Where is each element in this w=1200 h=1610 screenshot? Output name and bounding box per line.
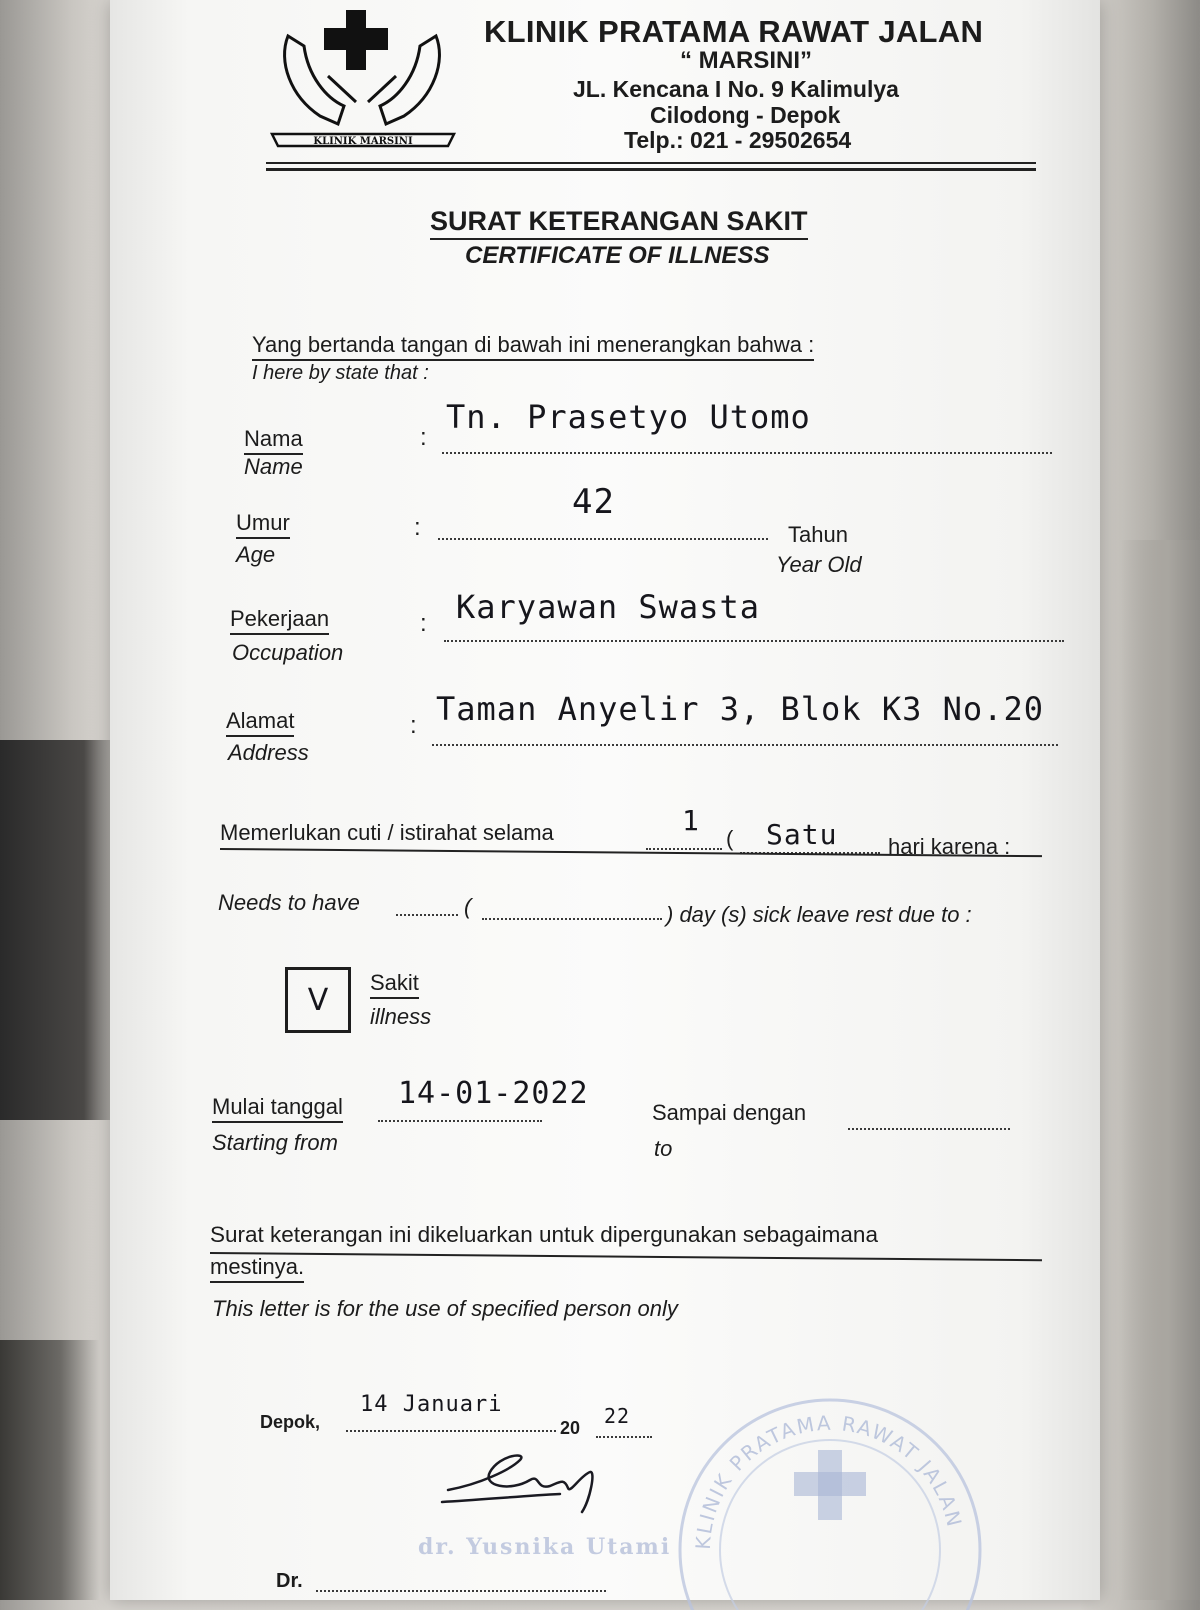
age-colon: :	[414, 514, 421, 541]
address-value: Taman Anyelir 3, Blok K3 No.20	[436, 690, 1044, 728]
clinic-city: Cilodong - Depok	[650, 102, 841, 128]
clinic-logo-icon	[268, 6, 458, 156]
sign-date: 14 Januari	[360, 1392, 503, 1417]
end-date-label-en: to	[654, 1136, 673, 1161]
leave-suffix: hari karena :	[888, 834, 1011, 859]
age-value: 42	[572, 482, 615, 522]
leave-days-dotted	[646, 848, 722, 850]
leave-en-days-dotted	[396, 914, 458, 916]
leave-days-number: 1	[682, 804, 700, 837]
clinic-name: KLINIK PRATAMA RAWAT JALAN	[484, 14, 984, 49]
start-date-label: Mulai tanggal	[212, 1094, 343, 1123]
sign-year-dotted	[596, 1436, 652, 1438]
occupation-label-en: Occupation	[232, 640, 344, 665]
age-unit: Tahun	[788, 522, 848, 547]
illness-label: Sakit	[370, 970, 419, 999]
intro-statement-en: I here by state that :	[252, 362, 429, 384]
start-date-label-en: Starting from	[212, 1130, 338, 1155]
header-divider	[266, 162, 1036, 164]
background-shadow-left-lower	[0, 1340, 100, 1600]
age-label: Umur	[236, 510, 290, 539]
name-dotted-line	[442, 452, 1052, 454]
illness-label-en: illness	[370, 1004, 432, 1029]
header-divider-thick	[266, 168, 1036, 171]
doctor-label: Dr.	[276, 1570, 303, 1592]
signature-icon	[440, 1450, 620, 1520]
clinic-phone: Telp.: 021 - 29502654	[624, 127, 852, 153]
occupation-dotted-line	[444, 640, 1064, 642]
leave-label: Memerlukan cuti / istirahat selama	[220, 820, 554, 845]
clinic-address: JL. Kencana I No. 9 Kalimulya	[573, 76, 899, 102]
illness-checkbox	[285, 967, 351, 1033]
occupation-label: Pekerjaan	[230, 606, 329, 635]
closing-statement-cont: mestinya.	[210, 1254, 304, 1283]
leave-en-word-dotted	[482, 918, 662, 920]
background-shadow-left	[0, 740, 120, 1120]
age-label-en: Age	[236, 542, 276, 567]
leave-en-paren-open: (	[464, 894, 472, 919]
sign-place: Depok,	[260, 1412, 321, 1432]
logo-text: KLINIK MARSINI	[313, 136, 413, 147]
name-value: Tn. Prasetyo Utomo	[446, 398, 811, 436]
sign-date-dotted	[346, 1430, 556, 1432]
occupation-colon: :	[420, 610, 427, 637]
occupation-value: Karyawan Swasta	[456, 588, 760, 626]
intro-statement: Yang bertanda tangan di bawah ini menerangkan bahwa :	[252, 332, 814, 361]
end-date-dotted	[848, 1128, 1010, 1130]
document-title: SURAT KETERANGAN SAKIT	[430, 206, 808, 240]
address-label-en: Address	[228, 740, 309, 765]
doctor-stamp-name: dr. Yusnika Utami	[418, 1534, 672, 1560]
end-date-label: Sampai dengan	[652, 1100, 807, 1125]
document-title-en: CERTIFICATE OF ILLNESS	[465, 242, 770, 269]
clinic-subname: “ MARSINI”	[680, 47, 812, 74]
check-mark-icon: V	[307, 982, 329, 1018]
address-dotted-line	[432, 744, 1058, 746]
sign-year-suffix: 22	[604, 1404, 631, 1428]
age-unit-en: Year Old	[776, 552, 862, 577]
sign-year-prefix: 20	[560, 1418, 581, 1438]
background-shadow-right	[1120, 540, 1200, 1600]
clinic-stamp-icon	[670, 1390, 990, 1610]
certificate-paper	[110, 0, 1100, 1600]
address-colon: :	[410, 712, 417, 739]
start-date-dotted	[378, 1120, 542, 1122]
age-dotted-line	[438, 538, 768, 540]
name-label-en: Name	[244, 454, 303, 479]
closing-statement-en: This letter is for the use of specified person only	[212, 1296, 678, 1321]
start-date-value: 14-01-2022	[398, 1076, 589, 1111]
leave-days-word: Satu	[766, 818, 838, 851]
name-label: Nama	[244, 426, 303, 455]
leave-paren-open: (	[726, 826, 734, 851]
leave-suffix-en: ) day (s) sick leave rest due to :	[666, 902, 972, 927]
closing-statement: Surat keterangan ini dikeluarkan untuk dipergunakan sebagaimana	[210, 1222, 878, 1247]
leave-label-en: Needs to have	[218, 890, 360, 915]
doctor-dotted-line	[316, 1590, 606, 1592]
name-colon: :	[420, 424, 427, 451]
address-label: Alamat	[226, 708, 294, 737]
stamp-text: KLINIK PRATAMA RAWAT JALAN	[690, 1410, 967, 1551]
